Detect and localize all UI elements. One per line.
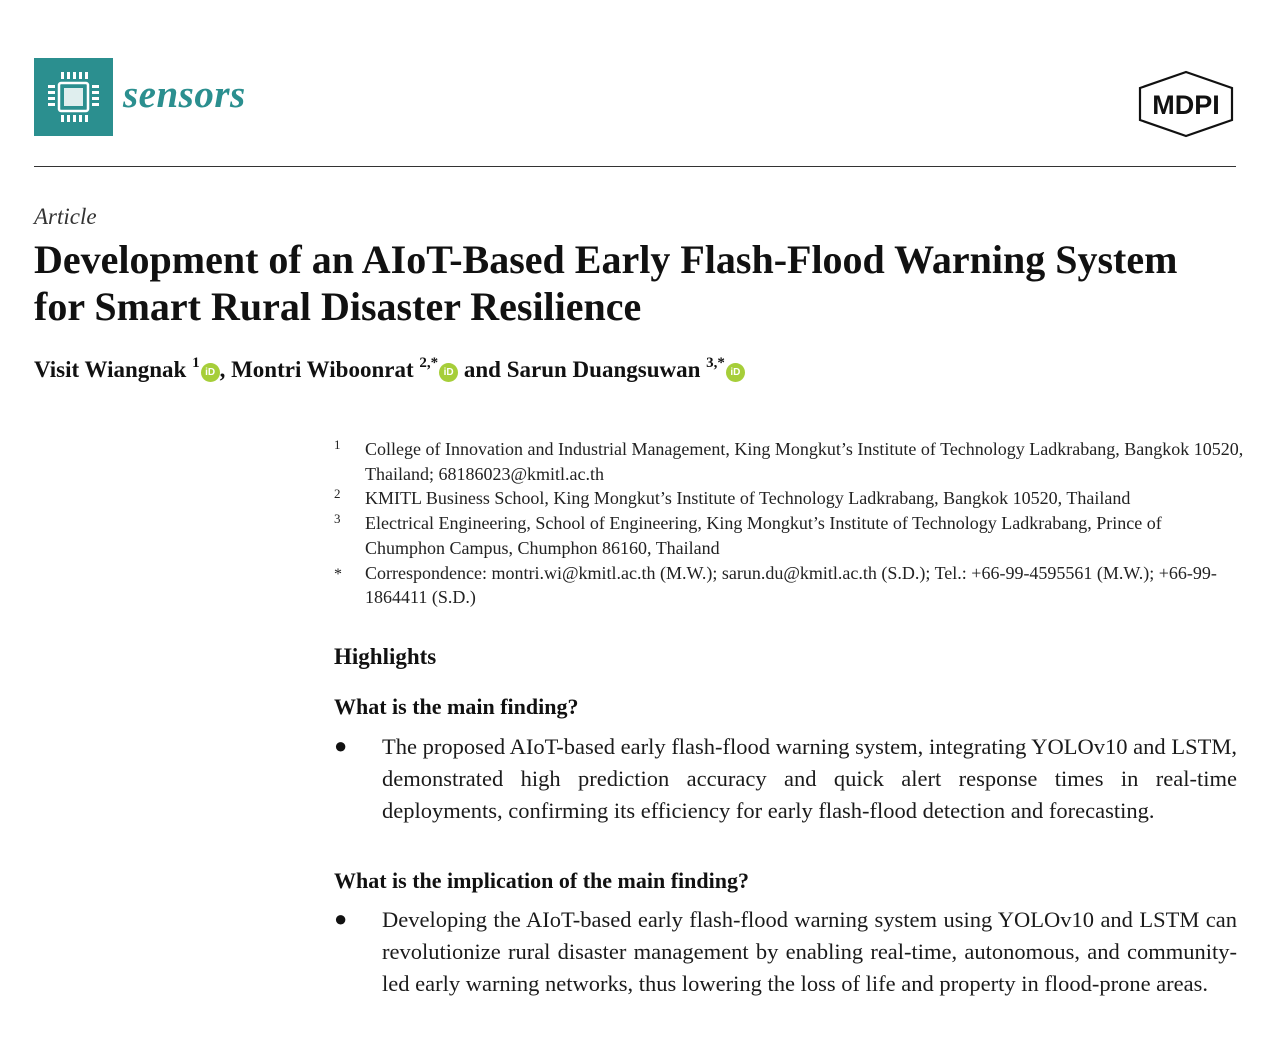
affiliation-item — [334, 511, 1244, 560]
header-divider — [34, 166, 1236, 167]
author-name[interactable]: Montri Wiboonrat — [231, 357, 414, 382]
correspondence-text: Correspondence: montri.wi@kmitl.ac.th (M.W.); sarun.du@kmitl.ac.th (S.D.); Tel.: +66-99-4595561 (M.W.); +66-99-1864411 (S.D.) — [365, 562, 1217, 608]
affiliation-item — [334, 486, 1244, 511]
highlight-item: Developing the AIoT-based early flash-flood warning system using YOLOv10 and LSTM can revolutionize rural disaster management by enabling real-time, autonomous, and community-led early warning networks, thus lowering the loss of life and property in flood-prone areas. — [382, 907, 1237, 996]
highlight-item: The proposed AIoT-based early flash-flood warning system, integrating YOLOv10 and LSTM, demonstrated high prediction accuracy and quick alert response times in real-time deployments, confirming its efficiency for early flash-flood detection and forecasting. — [382, 734, 1237, 823]
affiliation-mark: 1 — [192, 355, 200, 371]
affiliation-text: Electrical Engineering, School of Engineering, King Mongkut’s Institute of Technology Ladkrabang, Prince of Chumphon Campus, Chumphon 86160, Thailand — [365, 513, 1162, 558]
bullet-icon: ● — [334, 733, 348, 758]
author-name[interactable]: Sarun Duangsuwan — [506, 357, 701, 382]
highlight-question: What is the main finding? — [334, 694, 579, 719]
affiliation-number: 2 — [334, 486, 341, 502]
author-name[interactable]: Visit Wiangnak — [34, 357, 187, 382]
bullet-icon: ● — [334, 906, 348, 931]
highlights-heading: Highlights — [334, 644, 437, 669]
affiliations — [334, 437, 1244, 610]
article-type: Article — [34, 204, 97, 229]
paper-title: Development of an AIoT-Based Early Flash-Flood Warning System for Smart Rural Disaster Resilience — [34, 237, 1178, 329]
author-list — [34, 357, 745, 383]
orcid-icon[interactable]: iD — [439, 363, 458, 382]
publisher-logo[interactable] — [1136, 70, 1236, 138]
affiliation-text: KMITL Business School, King Mongkut’s Institute of Technology Ladkrabang, Bangkok 10520, Thailand — [365, 488, 1131, 509]
orcid-icon[interactable]: iD — [201, 363, 220, 382]
affiliation-item — [334, 437, 1244, 486]
chip-icon — [34, 58, 113, 136]
correspondence-item — [334, 561, 1244, 610]
affiliation-text: College of Innovation and Industrial Management, King Mongkut’s Institute of Technology Ladkrabang, Bangkok 10520, Thailand; 68186023@kmitl.ac.th — [365, 439, 1244, 484]
author-separator: , — [219, 357, 232, 382]
journal-name[interactable]: sensors — [123, 73, 246, 116]
affiliation-number: 3 — [334, 511, 341, 527]
correspondence-mark: * — [334, 565, 342, 583]
affiliation-mark: 3,* — [706, 355, 725, 371]
author-separator: and — [458, 357, 507, 382]
journal-logo — [34, 58, 113, 136]
orcid-icon[interactable]: iD — [726, 363, 745, 382]
publisher-name: MDPI — [1152, 90, 1220, 120]
affiliation-mark: 2,* — [419, 355, 439, 371]
affiliation-number: 1 — [334, 437, 341, 452]
highlight-question: What is the implication of the main finding? — [334, 868, 749, 893]
